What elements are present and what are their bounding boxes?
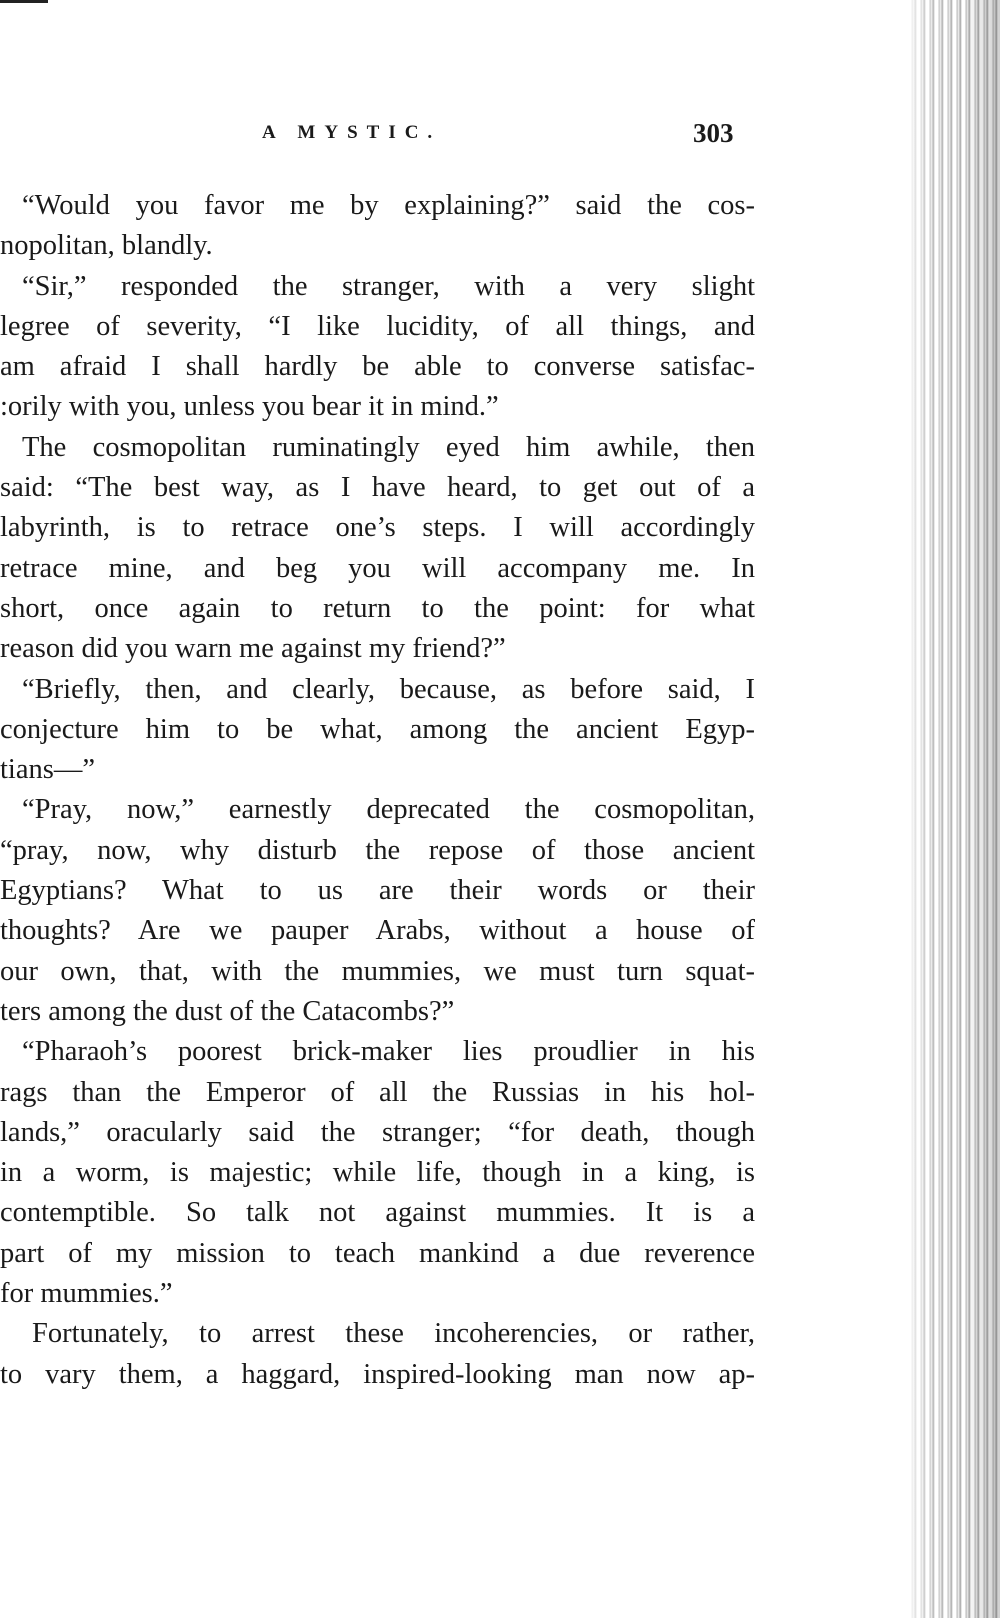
- text-line: thoughts? Are we pauper Arabs, without a house of: [0, 915, 755, 947]
- book-page-edge: [908, 0, 1000, 1618]
- text-line: short, once again to return to the point: for what: [0, 592, 755, 624]
- text-line: am afraid I shall hardly be able to converse satisfac-: [0, 351, 755, 383]
- text-line: ters among the dust of the Catacombs?”: [0, 995, 455, 1027]
- text-line: The cosmopolitan ruminatingly eyed him awhile, then: [22, 431, 755, 463]
- text-line: rags than the Emperor of all the Russias in his hol-: [0, 1076, 755, 1108]
- text-line: to vary them, a haggard, inspired-looking man now ap-: [0, 1358, 755, 1390]
- text-line: retrace mine, and beg you will accompany me. In: [0, 552, 755, 584]
- text-line: “Sir,” responded the stranger, with a very slight: [22, 270, 755, 302]
- page-number: 303: [693, 118, 734, 148]
- running-head: [0, 118, 760, 158]
- text-line: said: “The best way, as I have heard, to get out of a: [0, 472, 755, 504]
- text-line: conjecture him to be what, among the ancient Egyp-: [0, 713, 755, 745]
- text-line: Egyptians? What to us are their words or their: [0, 875, 755, 907]
- text-line: in a worm, is majestic; while life, though in a king, is: [0, 1157, 755, 1189]
- text-line: reason did you warn me against my friend?”: [0, 633, 506, 665]
- text-line: contemptible. So talk not against mummies. It is a: [0, 1197, 755, 1229]
- text-line: lands,” oracularly said the stranger; “for death, though: [0, 1116, 755, 1148]
- text-line: labyrinth, is to retrace one’s steps. I will accordingly: [0, 512, 755, 544]
- text-line: “Pray, now,” earnestly deprecated the cosmopolitan,: [22, 794, 755, 826]
- body-text: [0, 186, 755, 1395]
- running-title: A MYSTIC.: [262, 122, 442, 143]
- top-rule: [0, 0, 48, 3]
- text-line: “pray, now, why disturb the repose of those ancient: [0, 834, 755, 866]
- text-line: “Briefly, then, and clearly, because, as before said, I: [22, 673, 755, 705]
- text-line: nopolitan, blandly.: [0, 230, 213, 262]
- text-line: part of my mission to teach mankind a due reverence: [0, 1237, 755, 1269]
- text-line: :orily with you, unless you bear it in mind.”: [0, 391, 499, 423]
- text-line: for mummies.”: [0, 1278, 173, 1310]
- text-line: “Pharaoh’s poorest brick-maker lies proudlier in his: [22, 1036, 755, 1068]
- text-line: legree of severity, “I like lucidity, of all things, and: [0, 310, 755, 342]
- text-line: Fortunately, to arrest these incoherencies, or rather,: [32, 1318, 755, 1350]
- text-line: “Would you favor me by explaining?” said the cos-: [22, 190, 755, 221]
- text-line: our own, that, with the mummies, we must turn squat-: [0, 955, 755, 987]
- text-line: tians—”: [0, 754, 95, 786]
